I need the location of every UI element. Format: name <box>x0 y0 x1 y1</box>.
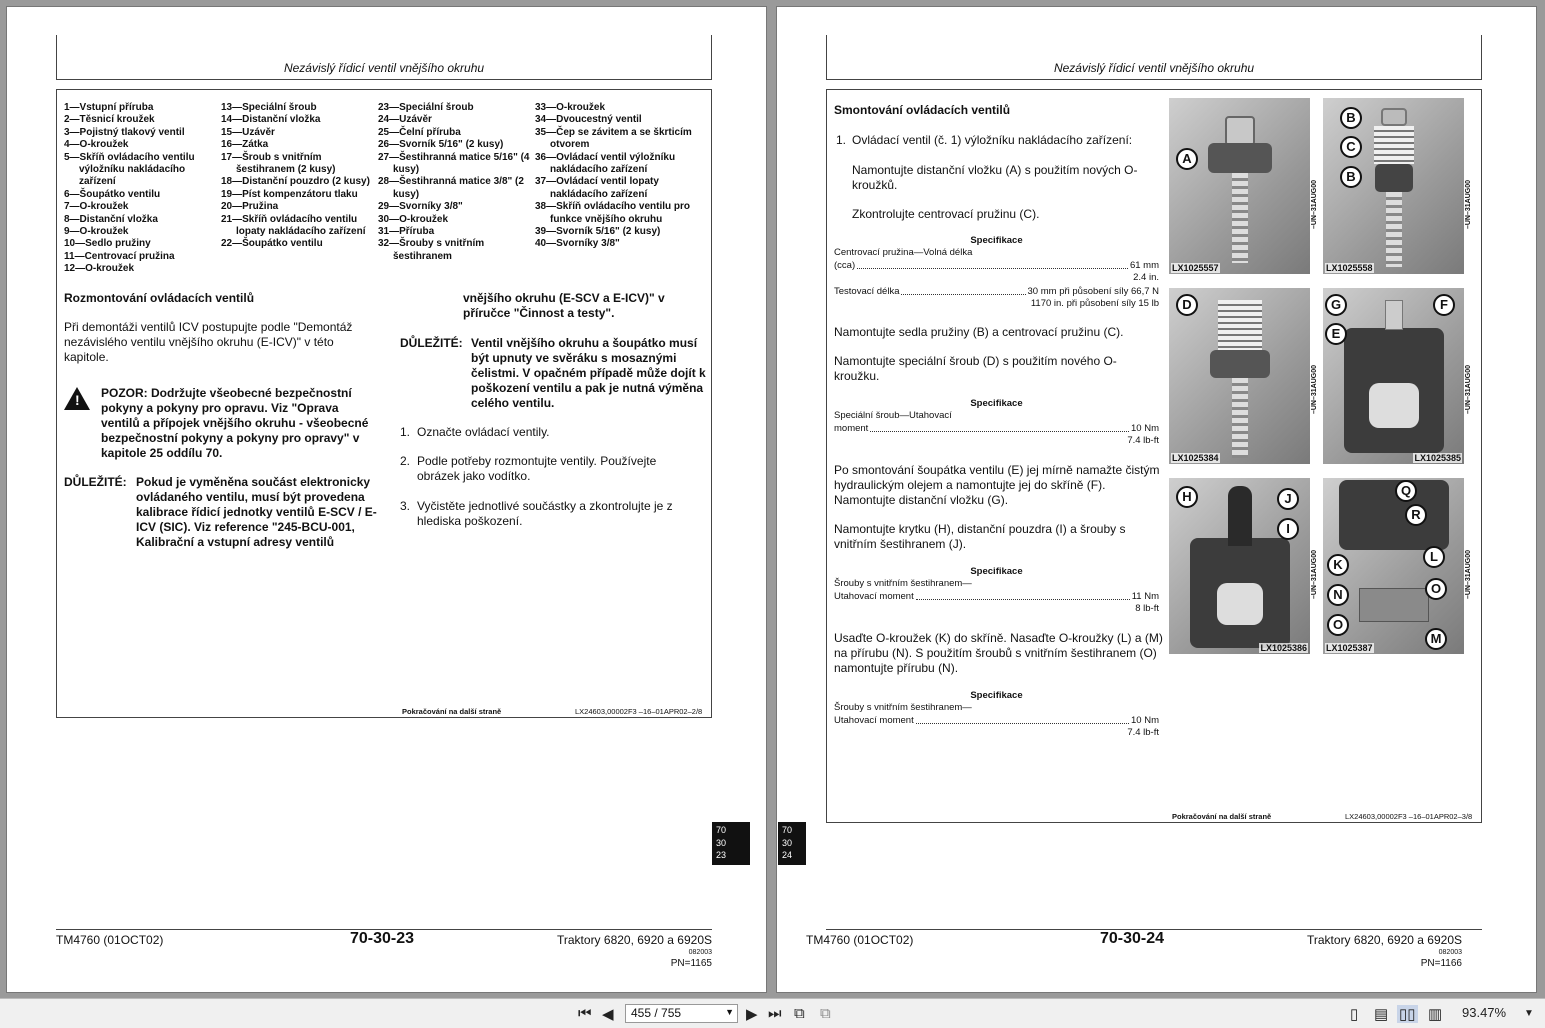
continued-note: Pokračování na další straně <box>402 707 502 716</box>
page-header <box>56 35 712 80</box>
image-id: LX1025384 <box>1172 453 1219 463</box>
zoom-dropdown-icon[interactable]: ▼ <box>1524 1008 1534 1019</box>
callout-label: H <box>1176 486 1198 508</box>
spec-value: 2.4 in. <box>1133 271 1159 283</box>
legend-column-3 <box>378 102 535 276</box>
legend-item: 36—Ovládací ventil výložníku nakládacího zařízení <box>535 151 676 176</box>
zoom-level[interactable]: 93.47% <box>1462 1005 1507 1020</box>
spec-block-4 <box>834 690 1159 739</box>
photo-special-screw <box>1169 288 1310 464</box>
image-side-code: –UN–31AUG00 <box>1465 180 1472 230</box>
step-number: 1. <box>836 133 847 147</box>
tab-line: 24 <box>782 850 793 860</box>
tab-line: 70 <box>716 825 727 835</box>
spec-item: Šrouby s vnitřním šestihranem— <box>834 702 972 714</box>
image-id: LX1025558 <box>1326 263 1373 273</box>
legend-item: 32—Šrouby s vnitřním šestihranem <box>378 238 485 262</box>
instruction-text: Namontujte krytku (H), distanční pouzdra (I) a šrouby s vnitřním šestihranem (J). <box>834 522 1126 551</box>
content-frame <box>826 89 1482 823</box>
legend-item: 12—O-kroužek <box>64 263 135 275</box>
legend-item: 40—Svorníky 3/8" <box>535 238 620 250</box>
pn-number: PN=1166 <box>1420 958 1462 969</box>
spec-value: 10 Nm <box>1131 714 1159 726</box>
photo-spring-seats <box>1323 98 1464 274</box>
legend-item: 27—Šestihranná matice 5/16" (4 kusy) <box>378 151 530 176</box>
image-id: LX1025557 <box>1172 263 1219 273</box>
spec-title: Specifikace <box>970 235 1023 246</box>
parts-legend <box>64 102 704 276</box>
continued-note: Pokračování na další straně <box>1172 812 1272 821</box>
legend-item: 21—Skříň ovládacího ventilu lopaty nakládacího zařízení <box>221 213 366 238</box>
spec-item: (cca) <box>834 259 856 271</box>
legend-item: 34—Dvoucestný ventil <box>535 114 642 126</box>
spec-value: 10 Nm <box>1131 422 1159 434</box>
spec-item: Speciální šroub—Utahovací <box>834 410 952 422</box>
section-tab <box>712 822 750 865</box>
continuous-facing-icon[interactable]: ▥ <box>1428 1006 1443 1023</box>
photo-cap-install <box>1169 478 1310 654</box>
callout-label: L <box>1423 546 1445 568</box>
spec-item: moment <box>834 422 869 434</box>
legend-item: 15—Uzávěr <box>221 126 275 138</box>
image-side-code: –UN–31AUG00 <box>1311 550 1318 600</box>
legend-column-1 <box>64 102 221 276</box>
spec-title: Specifikace <box>970 398 1023 409</box>
legend-item: 22—Šoupátko ventilu <box>221 238 323 250</box>
step-text: Vyčistěte jednotlivé součástky a zkontrolujte je z hlediska poškození. <box>417 499 673 528</box>
legend-item: 37—Ovládací ventil lopaty nakládacího zařízení <box>535 176 659 200</box>
legend-item: 20—Pružina <box>221 201 279 213</box>
section-title: Smontování ovládacích ventilů <box>834 103 1011 117</box>
spec-value: 61 mm <box>1129 259 1159 271</box>
tab-line: 23 <box>716 850 727 860</box>
previous-page-icon[interactable]: ◀ <box>602 1006 614 1023</box>
spec-item: Utahovací moment <box>834 714 914 726</box>
step-text: Ovládací ventil (č. 1) výložníku nakládacího zařízení: <box>852 133 1133 147</box>
image-side-code: –UN–31AUG00 <box>1465 365 1472 415</box>
spec-block-1 <box>834 235 1159 311</box>
spec-block-2 <box>834 398 1159 447</box>
step-text: Podle potřeby rozmontujte ventily. Používejte obrázek jako vodítko. <box>417 454 657 483</box>
legend-item: 24—Uzávěr <box>378 114 432 126</box>
chevron-down-icon[interactable]: ▼ <box>725 1007 734 1017</box>
spec-value: 7.4 lb-ft <box>1127 726 1159 738</box>
warning-text: Dodržujte všeobecné bezpečnostní pokyny a pokyny pro opravu. Viz "Oprava ventilů a přípojek vnějšího okruhu - všeobecné bezpečnostní pokyny a pokyny pro opravy" v kapitole 25 oddílu 70. <box>101 386 369 460</box>
spec-item: Utahovací moment <box>834 590 914 602</box>
callout-label: G <box>1325 294 1347 316</box>
section-tab <box>778 822 806 865</box>
legend-item: 30—O-kroužek <box>378 213 449 225</box>
legend-item: 26—Svorník 5/16" (2 kusy) <box>378 139 504 151</box>
step-number: 1. <box>400 425 411 439</box>
callout-label: D <box>1176 294 1198 316</box>
section-title: Rozmontování ovládacích ventilů <box>64 291 255 305</box>
page-number: 70-30-24 <box>1100 930 1165 947</box>
legend-item: 10—Sedlo pružiny <box>64 238 151 250</box>
important-label-2: DŮLEŽITÉ: <box>400 336 463 350</box>
photo-valve-spacer <box>1169 98 1310 274</box>
callout-label: B <box>1340 166 1362 188</box>
legend-item: 5—Skříň ovládacího ventilu výložníku nakládacího zařízení <box>64 151 195 188</box>
reference-code: LX24603,00002F3 –16–01APR02–2/8 <box>575 707 703 716</box>
tab-line: 30 <box>716 837 727 848</box>
legend-item: 8—Distanční vložka <box>64 213 158 225</box>
tab-line: 30 <box>782 837 793 848</box>
legend-item: 13—Speciální šroub <box>221 102 317 113</box>
header-title: Nezávislý řídicí ventil vnějšího okruhu <box>283 61 485 75</box>
fit-width-icon[interactable]: ⧉ <box>820 1005 831 1022</box>
image-id: LX1025385 <box>1414 453 1461 463</box>
image-side-code: –UN–31AUG00 <box>1465 550 1472 600</box>
legend-item: 14—Distanční vložka <box>221 114 321 126</box>
next-page-icon[interactable]: ▶ <box>746 1006 758 1023</box>
content-frame <box>56 89 712 718</box>
step-number: 3. <box>400 499 411 513</box>
continued-text: vnějšího okruhu (E-SCV a E-ICV)" v příručce "Činnost a testy". <box>463 291 665 320</box>
instruction-text: Usaďte O-kroužek (K) do skříně. Nasaďte O-kroužky (L) a (M) na přírubu (N). S použitím šroubů s vnitřním šestihranem (O) namontujte přírubu (N). <box>834 631 1163 675</box>
print-date: 082003 <box>1438 949 1462 956</box>
legend-item: 9—O-kroužek <box>64 226 129 238</box>
callout-label: B <box>1340 107 1362 129</box>
page-left <box>6 6 767 993</box>
photo-flange-install <box>1323 478 1464 654</box>
spec-value: 30 mm při působení síly 66,7 N <box>1027 286 1159 298</box>
instruction-text: Namontujte distanční vložku (A) s použitím nových O-kroužků. <box>852 163 1138 192</box>
photo-valve-housing <box>1323 288 1464 464</box>
legend-item: 2—Těsnicí kroužek <box>64 114 155 126</box>
header-title: Nezávislý řídicí ventil vnějšího okruhu <box>1053 61 1255 75</box>
spec-item: Testovací délka <box>834 286 900 298</box>
important-label: DŮLEŽITÉ: <box>64 475 127 489</box>
image-side-code: –UN–31AUG00 <box>1311 365 1318 415</box>
spec-block-3 <box>834 566 1159 615</box>
legend-item: 29—Svorníky 3/8" <box>378 201 463 213</box>
instruction-text: Namontujte speciální šroub (D) s použitím nového O-kroužku. <box>834 354 1117 383</box>
page-number-input[interactable] <box>625 1004 738 1023</box>
legend-item: 6—Šoupátko ventilu <box>64 188 161 200</box>
callout-label: J <box>1277 488 1299 510</box>
tab-line: 70 <box>782 825 793 835</box>
legend-item: 7—O-kroužek <box>64 201 129 213</box>
callout-label: O <box>1327 614 1349 636</box>
legend-item: 28—Šestihranná matice 3/8" (2 kusy) <box>378 176 524 200</box>
instruction-text: Zkontrolujte centrovací pružinu (C). <box>852 207 1040 221</box>
intro-text: Při demontáži ventilů ICV postupujte podle "Demontáž nezávislého ventilu vnějšího okruhu (E-ICV)" v této kapitole. <box>64 320 353 364</box>
image-side-code: –UN–31AUG00 <box>1311 180 1318 230</box>
callout-label: F <box>1433 294 1455 316</box>
model-name: Traktory 6820, 6920 a 6920S <box>1307 933 1462 947</box>
important-text-2: Ventil vnějšího okruhu a šoupátko musí být upnuty ve svěráku s mosaznými čelistmi. V opačném případě může dojít k poškození ventilu a pak je nutná výměna celého ventilu. <box>471 336 706 410</box>
legend-item: 35—Čep se závitem a se škrticím otvorem <box>535 126 692 151</box>
page-number-value: 455 / 755 <box>631 1006 682 1020</box>
spec-value: 8 lb-ft <box>1135 602 1159 614</box>
pn-number: PN=1165 <box>670 958 712 969</box>
step-number: 2. <box>400 454 411 468</box>
callout-label: R <box>1405 504 1427 526</box>
important-text: Pokud je vyměněna součást elektronicky ovládaného ventilu, musí být provedena kalibrace řídicí jednotky ventilů E-SCV / E-ICV (SIC). Viz reference "245-BCU-001, Kalibrační a vstupní adresy ventilů <box>136 475 377 549</box>
image-id: LX1025387 <box>1326 643 1373 653</box>
spec-title: Specifikace <box>970 690 1023 701</box>
spec-item: Šrouby s vnitřním šestihranem— <box>834 578 972 590</box>
last-page-icon[interactable]: ⏭ <box>768 1005 782 1022</box>
legend-item: 3—Pojistný tlakový ventil <box>64 126 185 138</box>
legend-item: 16—Zátka <box>221 139 269 151</box>
single-page-icon[interactable]: ▯ <box>1350 1006 1359 1023</box>
callout-label: O <box>1425 578 1447 600</box>
reference-code: LX24603,00002F3 –16–01APR02–3/8 <box>1345 812 1473 821</box>
spec-title: Specifikace <box>970 566 1023 577</box>
continuous-page-icon[interactable]: ▤ <box>1374 1006 1389 1023</box>
image-id: LX1025386 <box>1260 643 1307 653</box>
legend-item: 11—Centrovací pružina <box>64 250 175 262</box>
page-number: 70-30-23 <box>350 930 415 947</box>
print-date: 082003 <box>688 949 712 956</box>
callout-label: Q <box>1395 480 1417 502</box>
callout-label: K <box>1327 554 1349 576</box>
callout-label: C <box>1340 136 1362 158</box>
page-header <box>826 35 1482 80</box>
legend-item: 4—O-kroužek <box>64 139 129 151</box>
callout-label: E <box>1325 323 1347 345</box>
legend-item: 18—Distanční pouzdro (2 kusy) <box>221 176 370 188</box>
callout-label: I <box>1277 518 1299 540</box>
legend-item: 31—Příruba <box>378 226 435 238</box>
step-text: Označte ovládací ventily. <box>417 425 550 439</box>
callout-label: M <box>1425 628 1447 650</box>
manual-id: TM4760 (01OCT02) <box>806 933 914 947</box>
legend-item: 33—O-kroužek <box>535 102 606 113</box>
legend-item: 23—Speciální šroub <box>378 102 474 113</box>
legend-item: 19—Píst kompenzátoru tlaku <box>221 188 358 200</box>
page-right <box>776 6 1537 993</box>
legend-item: 39—Svorník 5/16" (2 kusy) <box>535 226 661 238</box>
callout-label: A <box>1176 148 1198 170</box>
viewer-toolbar <box>0 998 1545 1028</box>
callout-label: N <box>1327 584 1349 606</box>
fit-window-icon[interactable]: ⧉ <box>794 1005 805 1022</box>
legend-column-4 <box>535 102 692 276</box>
warning-icon: ! <box>64 387 90 410</box>
warning-label: POZOR: <box>101 386 148 400</box>
instruction-text: Namontujte sedla pružiny (B) a centrovací pružinu (C). <box>834 325 1124 339</box>
spec-item: Centrovací pružina—Volná délka <box>834 247 973 259</box>
instruction-text: Po smontování šoupátka ventilu (E) jej mírně namažte čistým hydraulickým olejem a namontujte jej do skříně (F). Namontujte distanční vložku (G). <box>834 463 1160 507</box>
spec-value: 11 Nm <box>1131 590 1159 602</box>
legend-item: 1—Vstupní příruba <box>64 102 154 113</box>
manual-id: TM4760 (01OCT02) <box>56 933 164 947</box>
spec-value: 1170 in. při působení síly 15 lb <box>1030 298 1159 310</box>
legend-item: 38—Skříň ovládacího ventilu pro funkce vnějšího okruhu <box>535 201 691 225</box>
warning-block <box>101 386 371 461</box>
model-name: Traktory 6820, 6920 a 6920S <box>557 933 712 947</box>
first-page-icon[interactable]: ⏮ <box>578 1005 592 1022</box>
facing-pages-icon[interactable]: ▯▯ <box>1399 1006 1416 1023</box>
spec-value: 7.4 lb-ft <box>1127 434 1159 446</box>
legend-item: 17—Šroub s vnitřním šestihranem (2 kusy) <box>221 151 336 176</box>
legend-item: 25—Čelní příruba <box>378 126 461 138</box>
legend-column-2 <box>221 102 378 276</box>
